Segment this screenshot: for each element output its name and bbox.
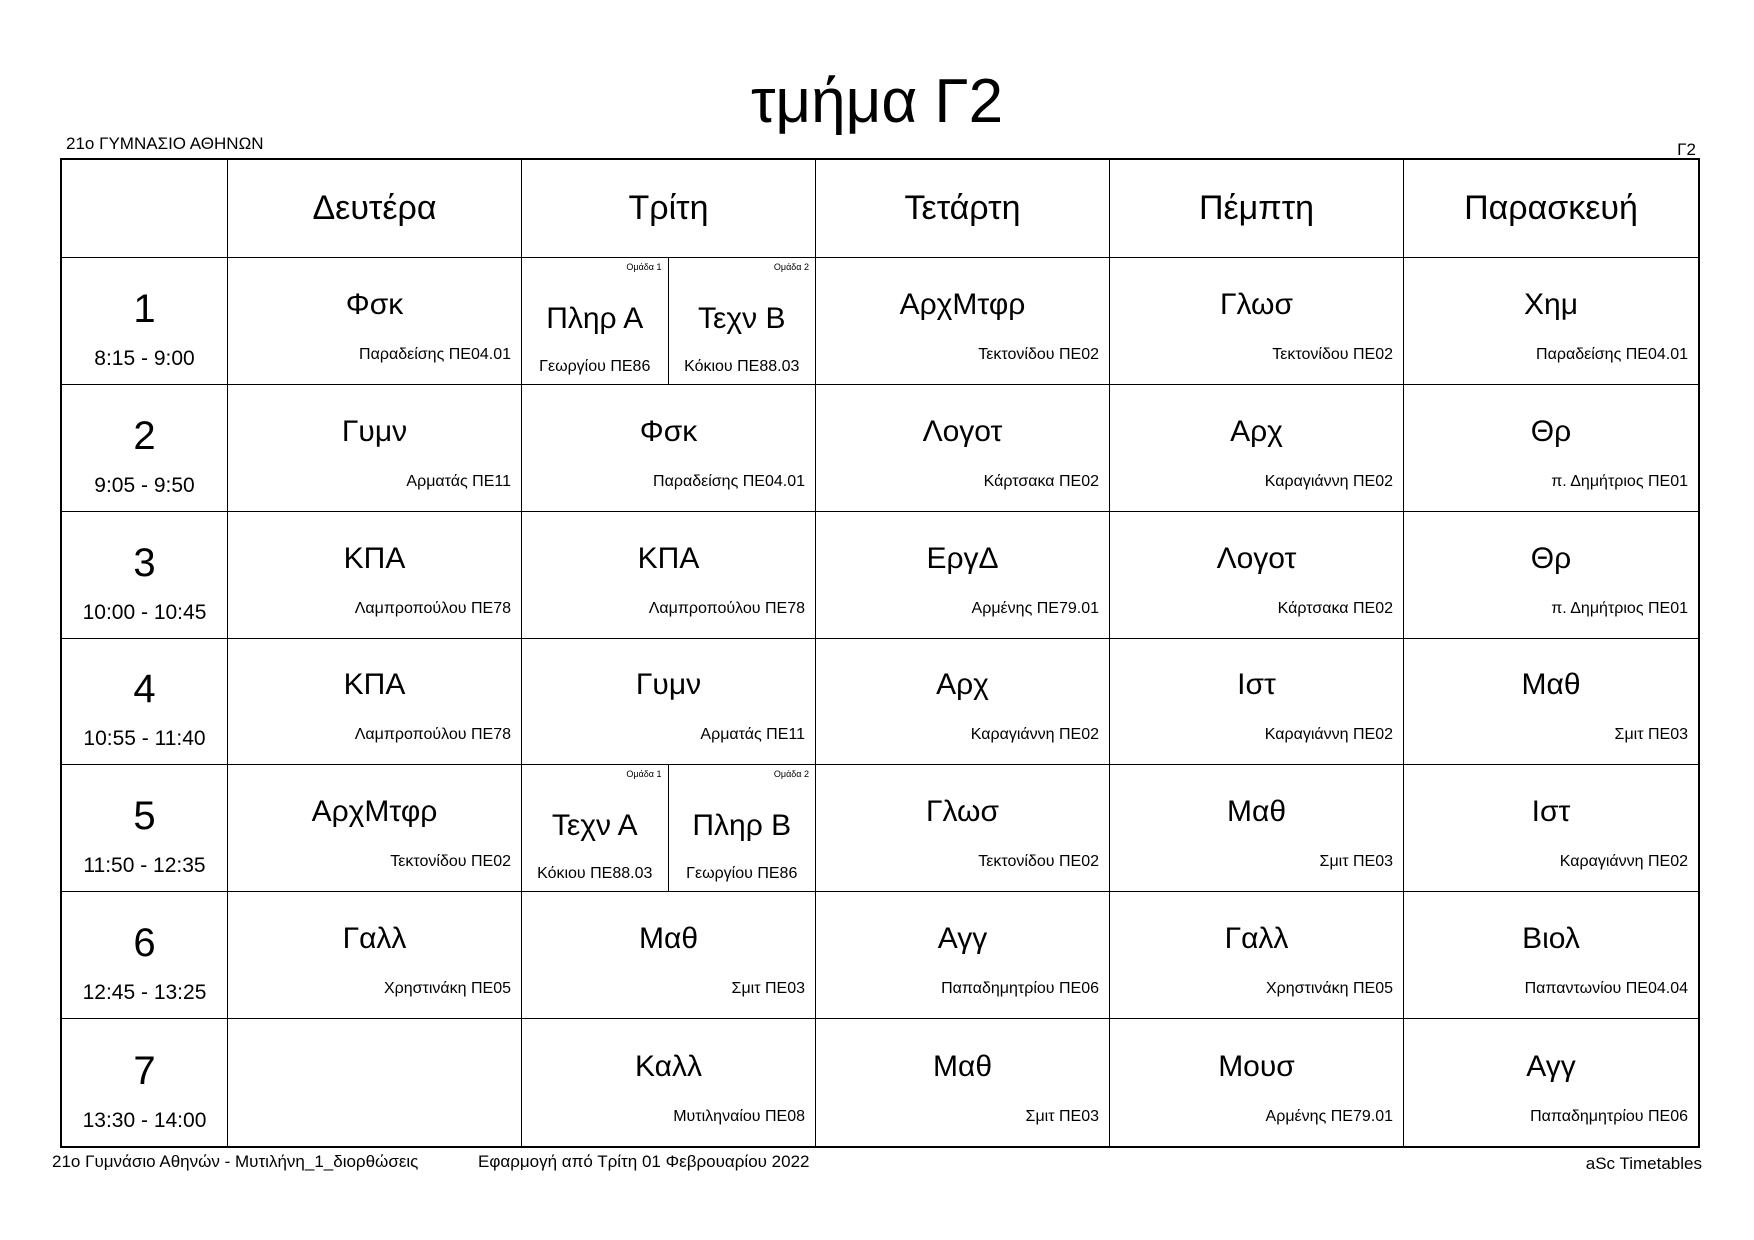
teacher-name: Κόκιου ΠΕ88.03: [684, 358, 800, 375]
subject-name: Λογοτ: [922, 414, 1003, 448]
lesson: [1110, 765, 1403, 891]
footer-effective-date: Εφαρμογή από Τρίτη 01 Φεβρουαρίου 2022: [478, 1152, 810, 1171]
teacher-name: Σμιτ ΠΕ03: [1614, 726, 1688, 744]
lesson: [228, 892, 521, 1018]
lesson-cell: [1404, 765, 1698, 892]
lesson: [228, 258, 521, 384]
period-number: 2: [133, 413, 156, 458]
group-label: Ομάδα 1: [626, 769, 662, 780]
teacher-name: Σμιτ ΠΕ03: [731, 980, 805, 998]
subject-name: Πληρ Β: [692, 809, 792, 843]
lesson-cell: [1404, 639, 1698, 766]
school-name: 21ο ΓΥΜΝΑΣΙΟ ΑΘΗΝΩΝ: [66, 134, 264, 153]
subject-name: Αρχ: [1230, 414, 1283, 448]
period-cell: [62, 512, 228, 639]
teacher-name: Καραγιάννη ΠΕ02: [1559, 853, 1688, 871]
lesson: [1404, 385, 1698, 511]
day-header: Τετάρτη: [816, 160, 1110, 258]
teacher-name: Μυτιληναίου ΠΕ08: [673, 1107, 805, 1125]
teacher-name: Παραδείσης ΠΕ04.01: [653, 472, 805, 490]
teacher-name: Γεωργίου ΠΕ86: [539, 358, 651, 375]
period-cell: [62, 385, 228, 512]
subject-name: Φσκ: [345, 287, 404, 321]
teacher-name: Αρμένης ΠΕ79.01: [971, 599, 1099, 617]
lesson: [228, 1019, 521, 1146]
lesson: [522, 1019, 815, 1146]
lesson-cell: [1110, 512, 1404, 639]
lesson: [1404, 258, 1698, 384]
timetable-grid: [60, 158, 1700, 1148]
lesson: [228, 639, 521, 765]
teacher-name: Καραγιάννη ΠΕ02: [1264, 472, 1393, 490]
lesson-cell: [816, 1019, 1110, 1146]
period-number: 5: [133, 794, 156, 839]
lesson-cell: [228, 765, 522, 892]
lesson-cell: [1110, 385, 1404, 512]
period-time: 8:15 - 9:00: [94, 346, 195, 370]
lesson-cell: [522, 765, 816, 892]
lesson: [1404, 892, 1698, 1018]
subject-name: ΑρχΜτφρ: [311, 795, 438, 829]
period-time: 10:00 - 10:45: [82, 600, 207, 624]
teacher-name: π. Δημήτριος ΠΕ01: [1551, 599, 1688, 617]
subject-name: Μαθ: [932, 1049, 993, 1083]
page-title: τμήμα Γ2: [750, 67, 1004, 136]
group-lesson: [669, 765, 816, 891]
day-header: Τρίτη: [522, 160, 816, 258]
period-time: 9:05 - 9:50: [94, 473, 195, 497]
teacher-name: Λαμπροπούλου ΠΕ78: [354, 726, 511, 744]
teacher-name: π. Δημήτριος ΠΕ01: [1551, 472, 1688, 490]
period-cell: [62, 892, 228, 1019]
lesson-cell: [228, 512, 522, 639]
period-time: 10:55 - 11:40: [83, 727, 206, 751]
period-cell: [62, 639, 228, 766]
lesson-cell: [1110, 1019, 1404, 1146]
subject-name: Θρ: [1530, 541, 1572, 575]
subject-name: Γυμν: [341, 414, 408, 448]
class-code: Γ2: [1677, 140, 1696, 159]
subject-name: Γαλλ: [1224, 922, 1289, 956]
lesson: [522, 512, 815, 638]
lesson-cell: [228, 385, 522, 512]
period-number: 1: [133, 286, 156, 331]
lesson-cell: [522, 639, 816, 766]
split-lesson: [522, 765, 815, 891]
subject-name: Καλλ: [635, 1049, 702, 1083]
period-time: 12:45 - 13:25: [82, 981, 207, 1005]
lesson: [1110, 512, 1403, 638]
subject-name: Τεχν Α: [551, 809, 638, 843]
lesson-cell: [522, 258, 816, 385]
teacher-name: Σμιτ ΠΕ03: [1025, 1107, 1099, 1125]
group-lesson: [669, 258, 816, 384]
period-time: 13:30 - 14:00: [82, 1108, 207, 1132]
lesson-cell: [816, 385, 1110, 512]
lesson-cell: [228, 258, 522, 385]
teacher-name: Τεκτονίδου ΠΕ02: [978, 345, 1099, 363]
teacher-name: Καραγιάννη ΠΕ02: [970, 726, 1099, 744]
subject-name: ΚΠΑ: [343, 668, 406, 702]
lesson-cell: [1110, 765, 1404, 892]
lesson-cell: [1404, 385, 1698, 512]
lesson: [816, 765, 1109, 891]
lesson: [228, 512, 521, 638]
day-header: Δευτέρα: [228, 160, 522, 258]
teacher-name: Παπαδημητρίου ΠΕ06: [941, 980, 1099, 998]
subject-name: Λογοτ: [1216, 541, 1297, 575]
teacher-name: Λαμπροπούλου ΠΕ78: [354, 599, 511, 617]
lesson: [816, 639, 1109, 765]
teacher-name: Τεκτονίδου ΠΕ02: [978, 853, 1099, 871]
teacher-name: Αρμένης ΠΕ79.01: [1265, 1107, 1393, 1125]
lesson: [522, 639, 815, 765]
group-label: Ομάδα 1: [626, 262, 662, 272]
period-cell: [62, 765, 228, 892]
day-header: Παρασκευή: [1404, 160, 1698, 258]
subject-name: Βιολ: [1522, 922, 1580, 956]
teacher-name: Παπαδημητρίου ΠΕ06: [1530, 1107, 1688, 1125]
lesson: [1110, 892, 1403, 1018]
lesson: [1110, 258, 1403, 384]
teacher-name: Παραδείσης ΠΕ04.01: [1536, 345, 1688, 363]
subject-name: Ιστ: [1237, 668, 1276, 702]
subject-name: ΚΠΑ: [343, 541, 406, 575]
subject-name: Γλωσ: [925, 795, 999, 829]
period-time: 11:50 - 12:35: [83, 854, 206, 878]
teacher-name: Λαμπροπούλου ΠΕ78: [648, 599, 805, 617]
lesson: [1404, 512, 1698, 638]
subject-name: Γαλλ: [342, 922, 407, 956]
teacher-name: Αρματάς ΠΕ11: [406, 472, 511, 490]
lesson-cell: [522, 1019, 816, 1146]
lesson: [522, 892, 815, 1018]
teacher-name: Καραγιάννη ΠΕ02: [1264, 726, 1393, 744]
lesson: [816, 1019, 1109, 1146]
lesson-cell: [522, 385, 816, 512]
teacher-name: Κάρτσακα ΠΕ02: [983, 472, 1099, 490]
lesson-cell: [816, 639, 1110, 766]
subject-name: ΕργΔ: [926, 541, 999, 575]
subject-name: Μαθ: [638, 922, 699, 956]
subject-name: Φσκ: [639, 414, 698, 448]
teacher-name: Σμιτ ΠΕ03: [1319, 853, 1393, 871]
lesson: [1110, 639, 1403, 765]
lesson: [522, 385, 815, 511]
lesson-cell: [1404, 892, 1698, 1019]
period-cell: [62, 258, 228, 385]
lesson-cell: [1404, 258, 1698, 385]
lesson: [1110, 385, 1403, 511]
period-number: 4: [133, 667, 156, 712]
teacher-name: Κόκιου ΠΕ88.03: [537, 865, 653, 883]
lesson-cell: [228, 892, 522, 1019]
split-lesson: [522, 258, 815, 384]
lesson-cell: [1404, 512, 1698, 639]
lesson: [1110, 1019, 1403, 1146]
lesson-cell: [1110, 892, 1404, 1019]
lesson: [1404, 765, 1698, 891]
teacher-name: Γεωργίου ΠΕ86: [686, 865, 798, 883]
lesson-cell: [228, 639, 522, 766]
teacher-name: Χρηστινάκη ΠΕ05: [383, 980, 511, 998]
lesson-cell: [1404, 1019, 1698, 1146]
lesson-cell: [1110, 639, 1404, 766]
lesson-cell: [816, 512, 1110, 639]
subject-name: Αγγ: [1526, 1049, 1576, 1083]
teacher-name: Αρματάς ΠΕ11: [700, 726, 805, 744]
group-label: Ομάδα 2: [773, 769, 809, 780]
group-lesson: [522, 258, 669, 384]
lesson-cell: [816, 765, 1110, 892]
subject-name: Πληρ Α: [546, 302, 644, 335]
lesson: [1404, 1019, 1698, 1146]
period-number: 6: [133, 921, 156, 966]
teacher-name: Τεκτονίδου ΠΕ02: [1272, 345, 1393, 363]
lesson-cell: [816, 258, 1110, 385]
teacher-name: Κάρτσακα ΠΕ02: [1277, 599, 1393, 617]
subject-name: Μαθ: [1521, 668, 1581, 702]
subject-name: Γλωσ: [1219, 287, 1293, 321]
period-number: 7: [133, 1048, 156, 1093]
lesson: [816, 512, 1109, 638]
subject-name: Μαθ: [1226, 795, 1287, 829]
footer-generator: aSc Timetables: [1585, 1154, 1702, 1173]
teacher-name: Τεκτονίδου ΠΕ02: [390, 853, 511, 871]
subject-name: ΑρχΜτφρ: [899, 287, 1026, 321]
lesson-cell: [522, 512, 816, 639]
lesson: [228, 765, 521, 891]
lesson: [228, 385, 521, 511]
lesson-cell: [816, 892, 1110, 1019]
subject-name: Μουσ: [1218, 1049, 1295, 1083]
lesson: [1404, 639, 1698, 765]
lesson-cell: [228, 1019, 522, 1146]
lesson: [816, 892, 1109, 1018]
period-number: 3: [133, 540, 156, 585]
day-header: Πέμπτη: [1110, 160, 1404, 258]
subject-name: Αγγ: [937, 922, 988, 956]
footer-file-name: 21ο Γυμνάσιο Αθηνών - Μυτιλήνη_1_διορθώσεις: [52, 1152, 419, 1171]
subject-name: Τεχν Β: [698, 302, 786, 335]
group-label: Ομάδα 2: [773, 262, 809, 272]
subject-name: Γυμν: [635, 668, 702, 702]
lesson-cell: [522, 892, 816, 1019]
subject-name: ΚΠΑ: [637, 541, 700, 575]
teacher-name: Παραδείσης ΠΕ04.01: [359, 345, 511, 363]
lesson: [816, 258, 1109, 384]
subject-name: Ιστ: [1531, 795, 1571, 829]
subject-name: Χημ: [1524, 287, 1578, 321]
lesson-cell: [1110, 258, 1404, 385]
period-cell: [62, 1019, 228, 1146]
subject-name: Αρχ: [936, 668, 989, 702]
subject-name: Θρ: [1530, 414, 1572, 448]
corner-cell: [62, 160, 228, 258]
lesson: [816, 385, 1109, 511]
teacher-name: Χρηστινάκη ΠΕ05: [1265, 980, 1393, 998]
group-lesson: [522, 765, 669, 891]
teacher-name: Παπαντωνίου ΠΕ04.04: [1524, 980, 1688, 998]
